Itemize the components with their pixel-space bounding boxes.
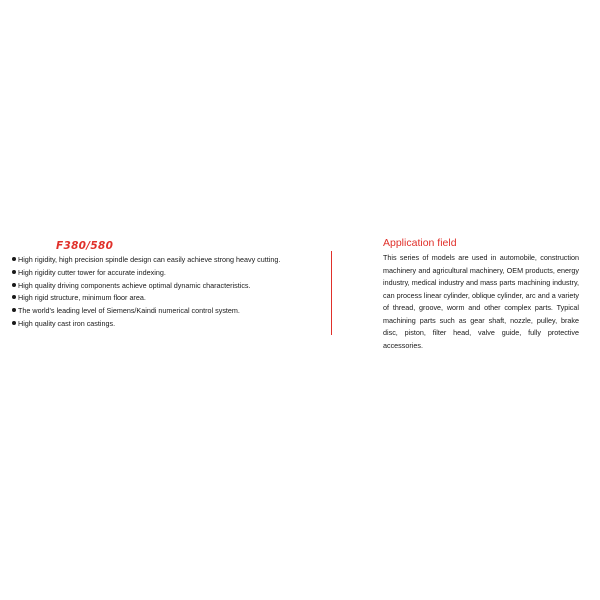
feature-list <box>12 254 324 331</box>
feature-text: High quality driving components achieve optimal dynamic characteristics. <box>18 280 251 290</box>
bullet-icon <box>12 308 16 312</box>
feature-text: High rigid structure, minimum floor area. <box>18 293 146 303</box>
feature-text: High rigidity, high precision spindle design can easily achieve strong heavy cutting. <box>18 255 281 264</box>
feature-item <box>12 318 324 331</box>
feature-text: High quality cast iron castings. <box>18 318 116 328</box>
feature-item <box>12 305 324 318</box>
bullet-icon <box>12 321 16 325</box>
model-title: F380/580 <box>56 240 114 252</box>
feature-item <box>12 267 324 280</box>
feature-text: High rigidity cutter tower for accurate indexing. <box>18 267 166 277</box>
bullet-icon <box>12 295 16 299</box>
bullet-icon <box>12 283 16 287</box>
column-divider <box>331 251 332 335</box>
bullet-icon <box>12 257 16 261</box>
feature-text: The world's leading level of Siemens/Kaindi numerical control system. <box>18 306 240 316</box>
application-field-text: This series of models are used in automobile, construction machinery and agricultural machinery, OEM products, energy industry, medical industry and mass parts machining industry, can process linear cylinder, oblique cylinder, arc and a variety of thread, groove, worm and other complex parts. Typical machining parts such as gear shaft, nozzle, pulley, brake disc, piston, filter head, valve guide, fully protective accessories. <box>383 253 579 350</box>
bullet-icon <box>12 270 16 274</box>
feature-item <box>12 254 324 267</box>
feature-item <box>12 280 324 293</box>
application-field-heading: Application field <box>383 237 457 249</box>
feature-item <box>12 292 324 305</box>
